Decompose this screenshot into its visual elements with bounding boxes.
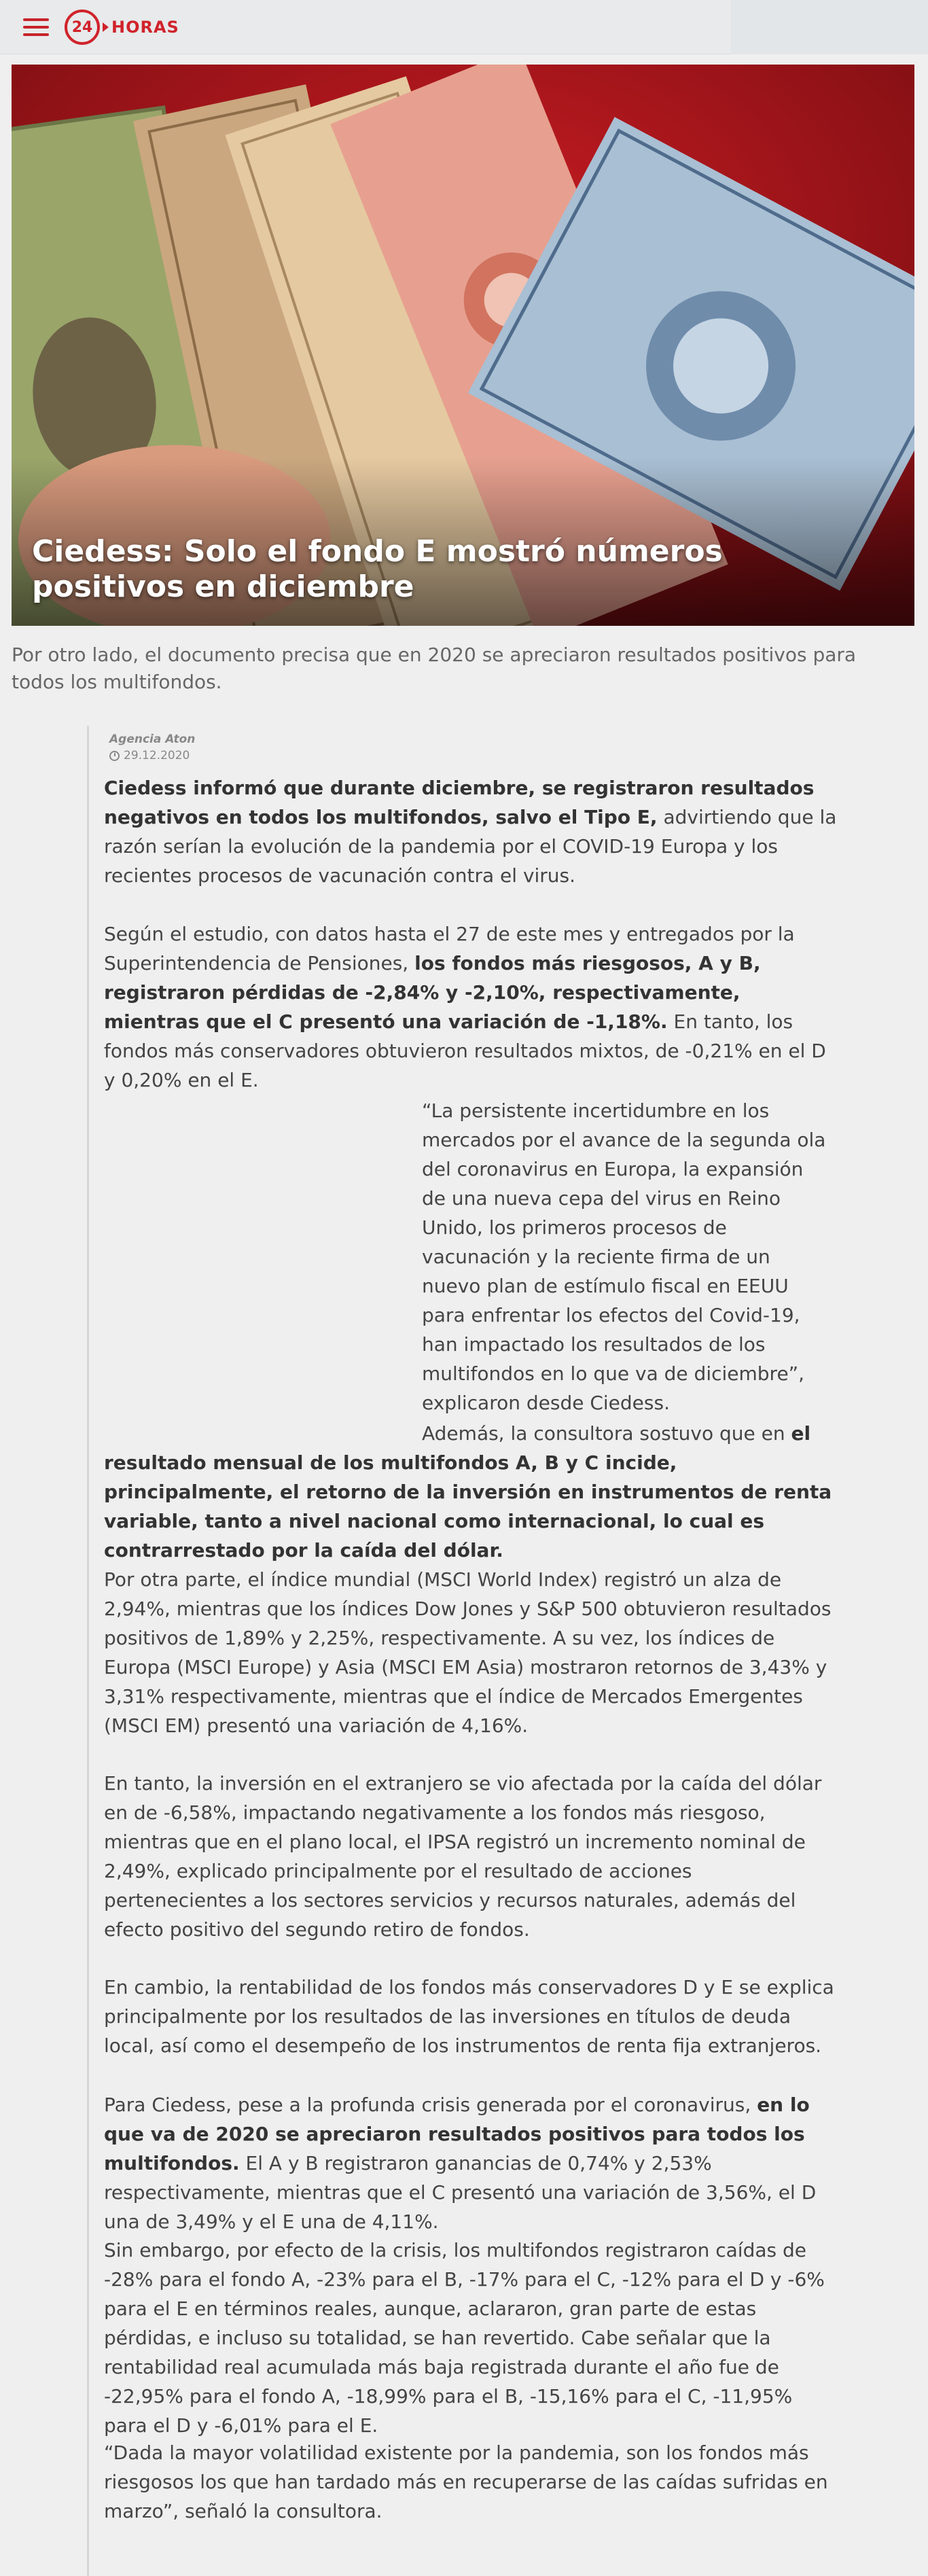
byline-agency: Agencia Aton xyxy=(109,733,196,746)
article-title: Ciedess: Solo el fondo E mostró números positivos en diciembre xyxy=(32,534,723,604)
paragraph-2-text-a: Según el estudio, con datos hasta el 27 de este mes y entregados por la Superintendencia de Pensiones, xyxy=(104,923,795,974)
paragraph-2 xyxy=(104,919,838,1095)
logo-text: HORAS xyxy=(111,18,179,37)
top-bar xyxy=(0,0,928,54)
hamburger-icon[interactable] xyxy=(23,18,49,36)
paragraph-4-bold: el resultado mensual de los multifondos A, B y C incide, principalmente, el retorno de la inversión en instrumentos de renta variable, tanto a nivel nacional como internacional, lo cual es contrarrestado por la caída del dólar. xyxy=(104,1422,832,1562)
paragraph-9: Sin embargo, por efecto de la crisis, los multifondos registraron caídas de -28% para el fondo A, -23% para el B, -17% para el C, -12% para el D y -6% para el E en términos reales, aunque, aclararon, gran parte de estas pérdidas, e incluso su totalidad, se han revertido. Cabe señalar que la rentabilidad real acumulada más baja registrada durante el año fue de -22,95% para el fondo A, -18,99% para el B, -15,16% para el C, -11,95% para el D y -6,01% para el E. xyxy=(104,2239,825,2437)
hero-image xyxy=(12,65,914,626)
paragraph-10: “Dada la mayor volatilidad existente por la pandemia, son los fondos más riesgosos los que han tardado más en recuperarse de las caídas sufridas en marzo”, señaló la consultora. xyxy=(104,2441,828,2522)
paragraph-4-text: Además, la consultora sostuvo que en xyxy=(422,1422,791,1445)
top-bar-right-area xyxy=(731,0,928,54)
paragraph-4 xyxy=(104,1419,838,1565)
paragraph-1-bold: Ciedess informó que durante diciembre, se registraron resultados negativos en todos los multifondos, salvo el Tipo E, xyxy=(104,777,815,828)
paragraph-8-bold: en lo que va de 2020 se apreciaron resultados positivos para todos los multifondos. xyxy=(104,2094,810,2174)
byline-date xyxy=(109,749,195,762)
paragraph-8-text-a: Para Ciedess, pese a la profunda crisis generada por el coronavirus, xyxy=(104,2094,757,2116)
paragraph-1-text: advirtiendo que la razón serían la evolución de la pandemia por el COVID-19 Europa y los recientes procesos de vacunación contra el virus. xyxy=(104,806,837,887)
logo-arrow-icon xyxy=(103,22,109,32)
pull-quote: “La persistente incertidumbre en los mercados por el avance de la segunda ola del coronavirus en Europa, la expansión de una nueva cepa del virus en Reino Unido, los primeros procesos de vacunación y la reciente firma de un nuevo plan de estímulo fiscal en EEUU para enfrentar los efectos del Covid-19, han impactado los resultados de los multifondos en lo que va de diciembre”, explicaron desde Ciedess. xyxy=(422,1099,826,1414)
paragraph-2-bold: los fondos más riesgosos, A y B, registraron pérdidas de -2,84% y -2,10%, respectivamente, mientras que el C presentó una variación de -1,18%. xyxy=(104,952,761,1033)
paragraph-7: En cambio, la rentabilidad de los fondos más conservadores D y E se explica principalmente por los resultados de las inversiones en títulos de deuda local, así como el desempeño de los instrumentos de renta fija extranjeros. xyxy=(104,1976,834,2057)
article-body xyxy=(87,726,837,2576)
article-subtitle: Por otro lado, el documento precisa que en 2020 se apreciaron resultados positivos para todos los multifondos. xyxy=(12,643,857,693)
byline-date-text: 29.12.2020 xyxy=(124,749,190,762)
paragraph-6: En tanto, la inversión en el extranjero se vio afectada por la caída del dólar en de -6,58%, impactando negativamente a los fondos más riesgoso, mientras que en el plano local, el IPSA registró un incremento nominal de 2,49%, explicado principalmente por el resultado de acciones pertenecientes a los sectores servicios y recursos naturales, además del efecto positivo del segundo retiro de fondos. xyxy=(104,1772,822,1941)
paragraph-1 xyxy=(104,773,838,890)
paragraph-5: Por otra parte, el índice mundial (MSCI World Index) registró un alza de 2,94%, mientras que los índices Dow Jones y S&P 500 obtuvieron resultados positivos de 1,89% y 2,25%, respectivamente. A su vez, los índices de Europa (MSCI Europe) y Asia (MSCI EM Asia) mostraron retornos de 3,43% y 3,31% respectivamente, mientras que el índice de Mercados Emergentes (MSCI EM) presentó una variación de 4,16%. xyxy=(104,1568,832,1737)
paragraph-2-text-b: En tanto, los fondos más conservadores obtuvieron resultados mixtos, de -0,21% en el D y 0,20% en el E. xyxy=(104,1010,826,1091)
site-logo[interactable] xyxy=(65,10,179,45)
paragraph-8 xyxy=(104,2090,838,2236)
paragraph-8-text-b: El A y B registraron ganancias de 0,74% y 2,53% respectivamente, mientras que el C presentó una variación de 3,56%, el D una de 3,49% y el E una de 4,11%. xyxy=(104,2152,817,2233)
logo-badge: 24 xyxy=(65,10,100,45)
byline xyxy=(109,733,195,762)
clock-icon xyxy=(109,751,120,761)
